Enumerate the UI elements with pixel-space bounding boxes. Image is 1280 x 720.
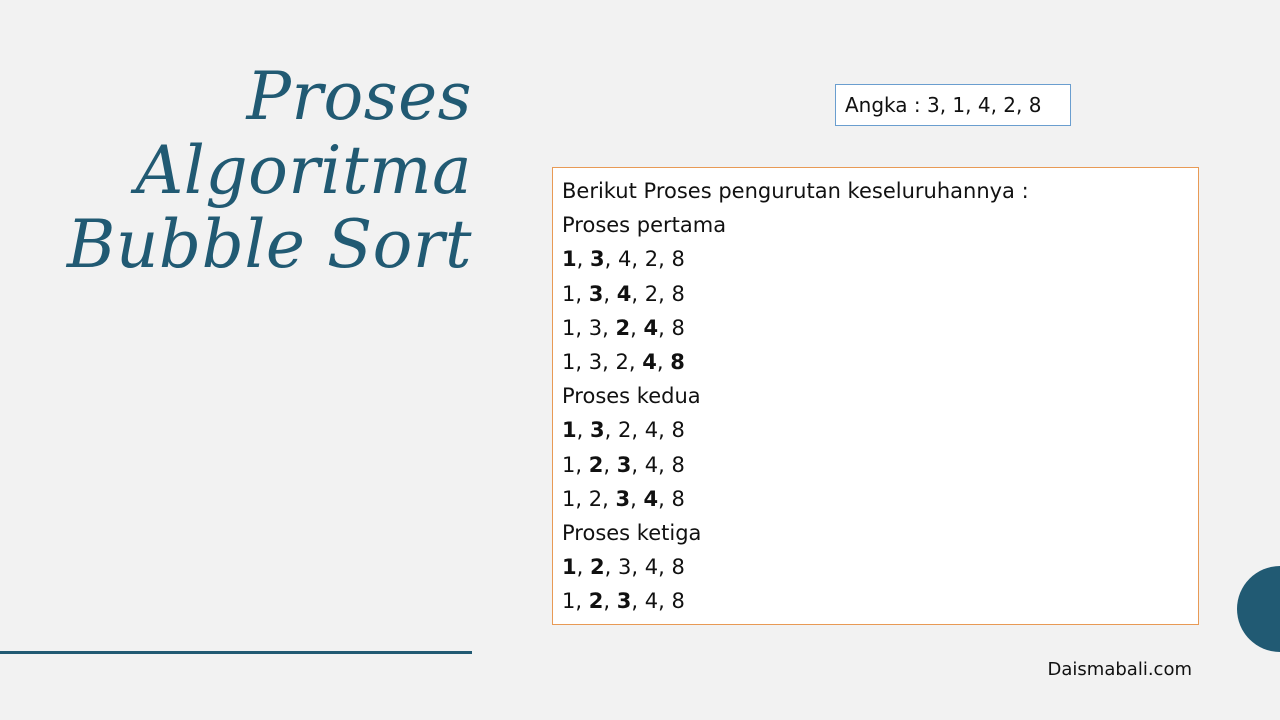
swapped-number: 3 xyxy=(588,281,604,306)
title-line-2: Algoritma xyxy=(135,132,472,209)
number: 2 xyxy=(588,486,603,511)
number: 8 xyxy=(671,315,685,340)
number: 2 xyxy=(617,418,632,443)
number: 8 xyxy=(671,452,685,477)
step-line: 1, 2, 3, 4, 8 xyxy=(562,452,685,477)
slide-title xyxy=(32,60,472,282)
number: 1 xyxy=(562,315,576,340)
number: 3 xyxy=(588,350,603,375)
number: 8 xyxy=(671,418,685,443)
process-box xyxy=(552,167,1199,625)
number: 3 xyxy=(588,315,603,340)
swapped-number: 4 xyxy=(616,281,632,306)
title-line-3: Bubble Sort xyxy=(66,206,472,283)
swapped-number: 4 xyxy=(643,486,659,511)
swapped-number: 3 xyxy=(615,486,631,511)
step-line: 1, 3, 4, 2, 8 xyxy=(562,281,685,306)
number: 8 xyxy=(671,555,685,580)
number: 4 xyxy=(644,418,659,443)
number: 4 xyxy=(644,589,659,614)
number: 3 xyxy=(617,555,632,580)
pass-label: Proses ketiga xyxy=(562,521,702,546)
swapped-number: 1 xyxy=(562,555,577,580)
swapped-number: 2 xyxy=(589,555,605,580)
decorative-circle xyxy=(1237,566,1280,652)
number: 1 xyxy=(562,281,576,306)
angka-label: Angka : 3, 1, 4, 2, 8 xyxy=(845,93,1042,117)
title-line-1: Proses xyxy=(246,58,472,135)
swapped-number: 2 xyxy=(588,589,604,614)
number: 4 xyxy=(644,555,659,580)
title-underline xyxy=(0,651,472,654)
number: 1 xyxy=(562,589,576,614)
pass-label: Proses pertama xyxy=(562,213,727,238)
angka-box xyxy=(835,84,1071,126)
swapped-number: 8 xyxy=(670,350,685,375)
number: 8 xyxy=(671,486,685,511)
swapped-number: 3 xyxy=(589,418,605,443)
step-line: 1, 3, 2, 4, 8 xyxy=(562,315,685,340)
number: 8 xyxy=(671,281,685,306)
number: 1 xyxy=(562,486,576,511)
swapped-number: 1 xyxy=(562,247,577,272)
swapped-number: 2 xyxy=(615,315,631,340)
number: 1 xyxy=(562,350,576,375)
number: 8 xyxy=(671,589,685,614)
number: 1 xyxy=(562,452,576,477)
swapped-number: 1 xyxy=(562,418,577,443)
step-line: 1, 3, 2, 4, 8 xyxy=(562,350,685,375)
step-line: 1, 2, 3, 4, 8 xyxy=(562,486,685,511)
number: 2 xyxy=(644,247,659,272)
pass-label: Proses kedua xyxy=(562,384,701,409)
process-intro: Berikut Proses pengurutan keseluruhannya : xyxy=(562,179,1029,203)
swapped-number: 3 xyxy=(616,589,632,614)
number: 2 xyxy=(644,281,659,306)
step-line: 1, 3, 4, 2, 8 xyxy=(562,247,685,272)
swapped-number: 3 xyxy=(616,452,632,477)
swapped-number: 3 xyxy=(589,247,605,272)
number: 8 xyxy=(671,247,685,272)
swapped-number: 2 xyxy=(588,452,604,477)
step-line: 1, 2, 3, 4, 8 xyxy=(562,555,685,580)
footer-site: Daismabali.com xyxy=(1047,659,1192,680)
swapped-number: 4 xyxy=(642,350,657,375)
step-line: 1, 2, 3, 4, 8 xyxy=(562,589,685,614)
number: 4 xyxy=(617,247,632,272)
number: 4 xyxy=(644,452,659,477)
swapped-number: 4 xyxy=(643,315,659,340)
number: 2 xyxy=(615,350,629,375)
step-line: 1, 3, 2, 4, 8 xyxy=(562,418,685,443)
